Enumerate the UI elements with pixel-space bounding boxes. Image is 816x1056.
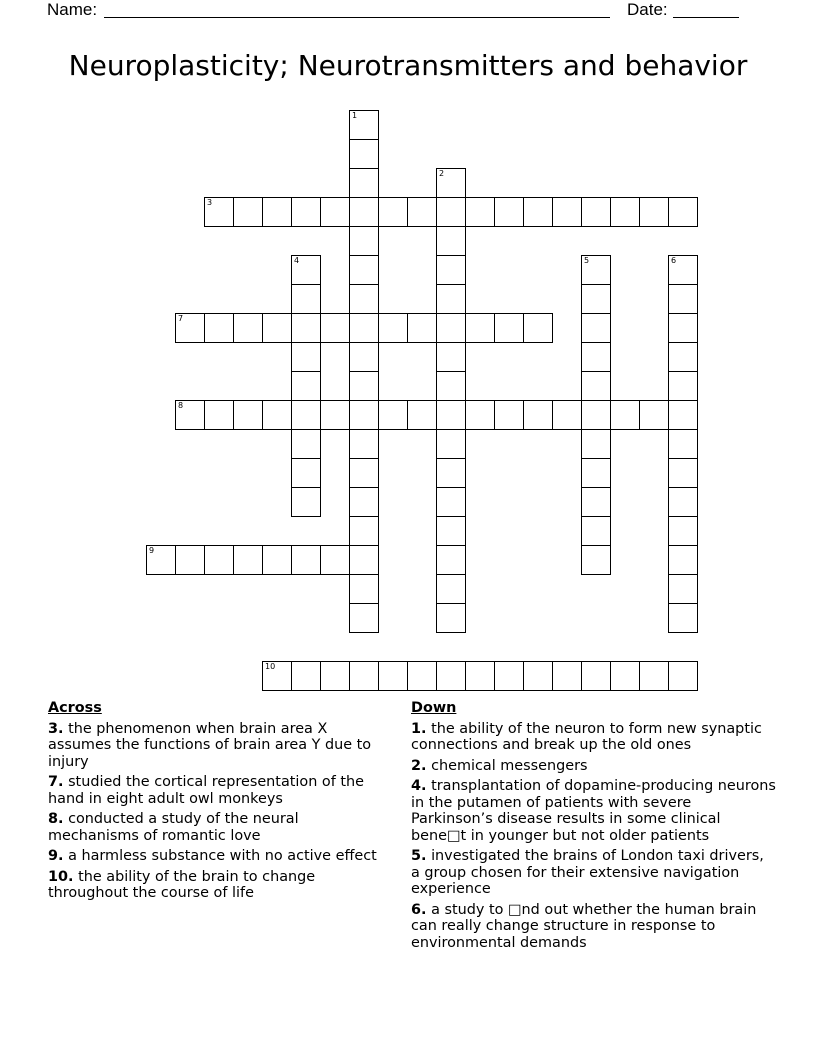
crossword-cell[interactable] — [523, 661, 553, 691]
crossword-cell[interactable] — [204, 545, 234, 575]
page-title: Neuroplasticity; Neurotransmitters and behavior — [68, 49, 748, 82]
crossword-cell[interactable] — [378, 400, 408, 430]
crossword-cell[interactable] — [349, 197, 379, 227]
crossword-cell[interactable] — [610, 661, 640, 691]
crossword-cell[interactable] — [320, 197, 350, 227]
crossword-cell[interactable] — [262, 313, 292, 343]
crossword-cell[interactable] — [436, 545, 466, 575]
crossword-cell[interactable] — [581, 284, 611, 314]
name-label: Name: — [47, 0, 98, 19]
crossword-cell[interactable] — [436, 371, 466, 401]
crossword-cell[interactable] — [465, 400, 495, 430]
crossword-cell[interactable] — [204, 313, 234, 343]
crossword-cell[interactable] — [668, 487, 698, 517]
crossword-cell[interactable] — [581, 400, 611, 430]
crossword-cell[interactable] — [639, 400, 669, 430]
crossword-cell[interactable] — [523, 197, 553, 227]
crossword-cell[interactable] — [581, 458, 611, 488]
crossword-cell[interactable] — [291, 545, 321, 575]
crossword-cell[interactable] — [523, 400, 553, 430]
crossword-cell[interactable] — [349, 284, 379, 314]
crossword-cell[interactable] — [668, 313, 698, 343]
crossword-cell[interactable] — [233, 313, 263, 343]
crossword-cell[interactable] — [349, 168, 379, 198]
crossword-cell[interactable] — [349, 574, 379, 604]
down-clue: 2. chemical messengers — [411, 757, 588, 774]
crossword-cell[interactable] — [581, 487, 611, 517]
crossword-cell[interactable] — [494, 661, 524, 691]
crossword-cell[interactable] — [639, 197, 669, 227]
crossword-cell[interactable] — [349, 255, 379, 285]
clue-number-label: 2 — [439, 169, 445, 178]
crossword-cell[interactable] — [349, 661, 379, 691]
crossword-cell[interactable] — [349, 371, 379, 401]
down-clue: 6. a study to □nd out whether the human brain can really change structure in response to environmental demands — [411, 901, 757, 951]
crossword-cell[interactable] — [668, 429, 698, 459]
clue-number-label: 3 — [207, 198, 213, 207]
crossword-cell[interactable] — [233, 400, 263, 430]
crossword-cell[interactable] — [320, 661, 350, 691]
crossword-cell[interactable] — [349, 603, 379, 633]
crossword-cell[interactable] — [639, 661, 669, 691]
crossword-cell[interactable] — [320, 400, 350, 430]
across-clue: 3. the phenomenon when brain area X assumes the functions of brain area Y due to injury — [48, 720, 372, 770]
crossword-cell[interactable] — [175, 545, 205, 575]
clue-number-label: 6 — [671, 256, 677, 265]
crossword-cell[interactable] — [262, 400, 292, 430]
down-clue: 4. transplantation of dopamine-producing neurons in the putamen of patients with severe Parkinson’s disease results in some clinical bene□t in younger but not older patients — [411, 778, 776, 844]
crossword-cell[interactable] — [581, 371, 611, 401]
crossword-cell[interactable] — [494, 313, 524, 343]
crossword-cell[interactable] — [581, 342, 611, 372]
crossword-cell[interactable] — [349, 313, 379, 343]
across-clue: 9. a harmless substance with no active effect — [48, 848, 377, 864]
across-clues — [48, 700, 393, 906]
crossword-cell[interactable] — [436, 574, 466, 604]
clue-number-label: 8 — [178, 401, 184, 410]
crossword-cell[interactable] — [291, 197, 321, 227]
crossword-cell[interactable] — [378, 313, 408, 343]
crossword-cell[interactable] — [204, 400, 234, 430]
crossword-cell[interactable] — [349, 429, 379, 459]
crossword-cell[interactable] — [262, 197, 292, 227]
crossword-cell[interactable] — [610, 197, 640, 227]
crossword-cell[interactable] — [668, 342, 698, 372]
crossword-cell[interactable] — [291, 371, 321, 401]
crossword-cell[interactable] — [291, 313, 321, 343]
crossword-cell[interactable] — [436, 400, 466, 430]
crossword-cell[interactable] — [581, 516, 611, 546]
crossword-cell[interactable] — [349, 516, 379, 546]
crossword-cell[interactable] — [668, 400, 698, 430]
crossword-cell[interactable] — [436, 661, 466, 691]
crossword-cell[interactable] — [581, 313, 611, 343]
crossword-cell[interactable] — [262, 545, 292, 575]
down-clue: 5. investigated the brains of London taxi drivers, a group chosen for their extensive navigation experience — [411, 848, 764, 897]
crossword-cell[interactable] — [668, 458, 698, 488]
crossword-cell[interactable] — [436, 516, 466, 546]
clue-number-label: 10 — [265, 662, 276, 671]
crossword-cell[interactable] — [581, 197, 611, 227]
crossword-cell[interactable] — [378, 661, 408, 691]
crossword-cell[interactable] — [436, 603, 466, 633]
crossword-cell[interactable] — [581, 661, 611, 691]
across-clue: 7. studied the cortical representation of the hand in eight adult owl monkeys — [48, 774, 364, 807]
crossword-cell[interactable] — [291, 661, 321, 691]
crossword-cell[interactable] — [581, 545, 611, 575]
crossword-cell[interactable] — [436, 487, 466, 517]
clue-number-label: 5 — [584, 256, 590, 265]
crossword-cell[interactable] — [668, 661, 698, 691]
crossword-cell[interactable] — [407, 313, 437, 343]
crossword-cell[interactable] — [291, 400, 321, 430]
crossword-cell[interactable] — [436, 313, 466, 343]
crossword-cell[interactable] — [349, 487, 379, 517]
crossword-cell[interactable] — [494, 400, 524, 430]
crossword-cell[interactable] — [320, 313, 350, 343]
crossword-cell[interactable] — [436, 342, 466, 372]
clue-number-label: 1 — [352, 111, 358, 120]
crossword-cell[interactable] — [668, 284, 698, 314]
crossword-cell[interactable] — [436, 284, 466, 314]
across-clue: 10. the ability of the brain to change throughout the course of life — [48, 868, 316, 901]
crossword-cell[interactable] — [349, 545, 379, 575]
crossword-cell[interactable] — [291, 284, 321, 314]
crossword-cell[interactable] — [291, 458, 321, 488]
crossword-cell[interactable] — [407, 661, 437, 691]
crossword-cell[interactable] — [552, 661, 582, 691]
crossword-cell[interactable] — [291, 429, 321, 459]
crossword-cell[interactable] — [320, 545, 350, 575]
crossword-cell[interactable] — [465, 313, 495, 343]
crossword-cell[interactable] — [552, 400, 582, 430]
crossword-cell[interactable] — [436, 226, 466, 256]
crossword-cell[interactable] — [349, 400, 379, 430]
down-clues — [411, 700, 776, 955]
crossword-cell[interactable] — [436, 197, 466, 227]
crossword-cell[interactable] — [552, 197, 582, 227]
across-heading: Across — [48, 700, 102, 716]
crossword-cell[interactable] — [465, 661, 495, 691]
crossword-cell[interactable] — [523, 313, 553, 343]
crossword-cell[interactable] — [581, 429, 611, 459]
crossword-cell[interactable] — [465, 197, 495, 227]
clue-number-label: 7 — [178, 314, 184, 323]
crossword-cell[interactable] — [407, 197, 437, 227]
crossword-cell[interactable] — [407, 400, 437, 430]
crossword-cell[interactable] — [233, 545, 263, 575]
crossword-cell[interactable] — [233, 197, 263, 227]
crossword-cell[interactable] — [436, 458, 466, 488]
crossword-cell[interactable] — [349, 342, 379, 372]
crossword-cell[interactable] — [349, 226, 379, 256]
crossword-cell[interactable] — [668, 371, 698, 401]
crossword-cell[interactable] — [378, 197, 408, 227]
crossword-cell[interactable] — [291, 487, 321, 517]
crossword-cell[interactable] — [436, 255, 466, 285]
crossword-cell[interactable] — [668, 516, 698, 546]
crossword-cell[interactable] — [494, 197, 524, 227]
crossword-cell[interactable] — [610, 400, 640, 430]
crossword-cell[interactable] — [349, 139, 379, 169]
crossword-cell[interactable] — [668, 603, 698, 633]
crossword-cell[interactable] — [291, 342, 321, 372]
down-heading: Down — [411, 700, 457, 716]
across-clue: 8. conducted a study of the neural mechanisms of romantic love — [48, 811, 299, 844]
crossword-cell[interactable] — [349, 458, 379, 488]
crossword-cell[interactable] — [668, 574, 698, 604]
date-label: Date: — [627, 0, 668, 19]
clue-number-label: 4 — [294, 256, 300, 265]
crossword-cell[interactable] — [668, 197, 698, 227]
crossword-cell[interactable] — [436, 429, 466, 459]
clue-number-label: 9 — [149, 546, 155, 555]
crossword-cell[interactable] — [668, 545, 698, 575]
down-clue: 1. the ability of the neuron to form new synaptic connections and break up the old ones — [411, 720, 762, 753]
